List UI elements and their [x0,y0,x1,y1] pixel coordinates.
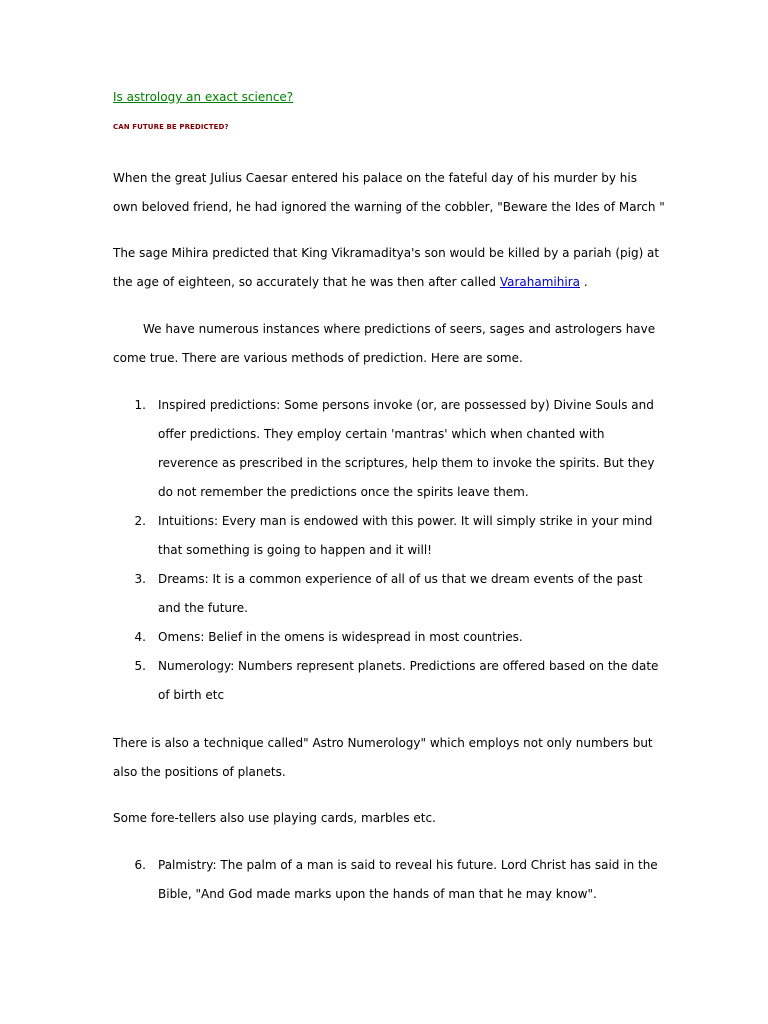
list-item-line: reverence as prescribed in the scriptures, help them to invoke the spirits. But they [158,456,655,470]
paragraph-line: There is also a technique called" Astro Numerology" which employs not only numbers but [113,736,653,750]
paragraph-line: also the positions of planets. [113,765,286,779]
list-item-line: Omens: Belief in the omens is widespread in most countries. [158,630,523,644]
list-number: 1. [134,398,146,412]
paragraph-line: come true. There are various methods of prediction. Here are some. [113,351,523,365]
list-number: 2. [134,514,146,528]
paragraph-line: When the great Julius Caesar entered his palace on the fateful day of his murder by his [113,171,637,185]
list-number: 6. [134,858,146,872]
page-subtitle: CAN FUTURE BE PREDICTED? [113,123,229,131]
list-item-line: Intuitions: Every man is endowed with this power. It will simply strike in your mind [158,514,653,528]
list-item-line: offer predictions. They employ certain 'mantras' which when chanted with [158,427,605,441]
paragraph-text: . [580,275,588,289]
paragraph-line: Some fore-tellers also use playing cards, marbles etc. [113,811,436,825]
list-item-line: do not remember the predictions once the spirits leave them. [158,485,529,499]
paragraph-line: We have numerous instances where predictions of seers, sages and astrologers have [143,322,656,336]
varahamihira-link[interactable]: Varahamihira [499,275,580,289]
list-item-line: Dreams: It is a common experience of all of us that we dream events of the past [158,572,643,586]
list-number: 4. [134,630,146,644]
list-number: 3. [134,572,146,586]
list-item-line: Bible, "And God made marks upon the hands of man that he may know". [158,887,597,901]
page-title: Is astrology an exact science? [113,90,294,104]
paragraph-line: The sage Mihira predicted that King Vikramaditya's son would be killed by a pariah (pig) at [113,246,660,260]
paragraph-text: the age of eighteen, so accurately that he was then after called [113,275,500,289]
list-item-line: Numerology: Numbers represent planets. Predictions are offered based on the date [158,659,659,673]
paragraph-line: own beloved friend, he had ignored the warning of the cobbler, "Beware the Ides of March " [113,200,665,214]
list-item-line: Palmistry: The palm of a man is said to reveal his future. Lord Christ has said in the [158,858,658,872]
paragraph-line [113,274,588,290]
list-number: 5. [134,659,146,673]
list-item-line: of birth etc [158,688,225,702]
list-item-line: Inspired predictions: Some persons invoke (or, are possessed by) Divine Souls and [158,398,654,412]
list-item-line: and the future. [158,601,248,615]
list-item-line: that something is going to happen and it will! [158,543,432,557]
